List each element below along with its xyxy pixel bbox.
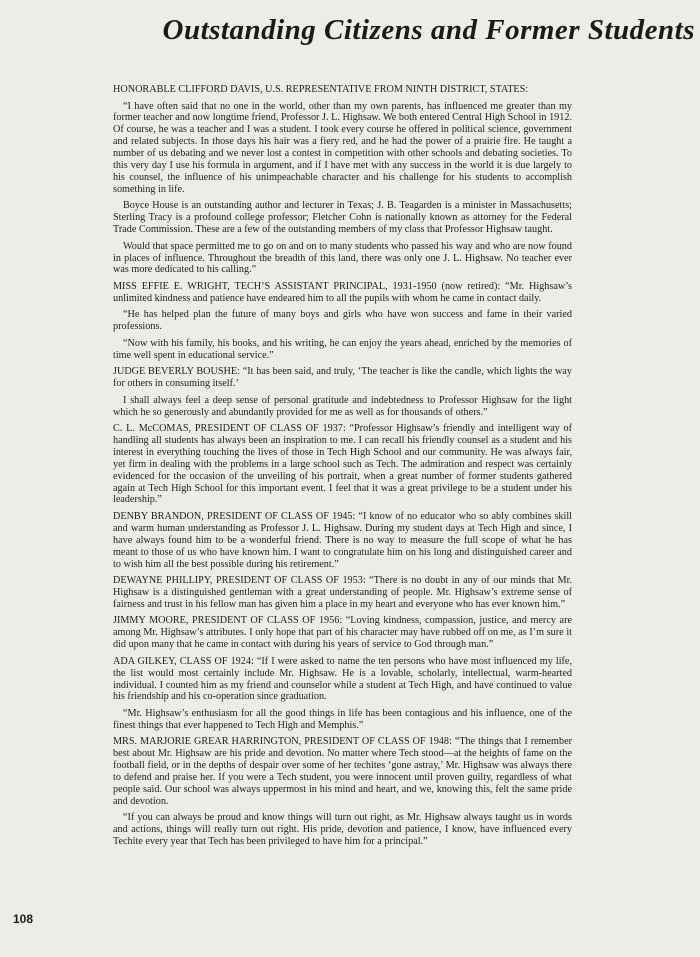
paragraph: “I have often said that no one in the world, other than my own parents, has influenced me greater than my former teacher and now longtime friend, Professor J. L. Highsaw. We both entered Central High School in 1912. Of course, he was a teacher and I was a student. I took every course he offered in political science, government and related subjects. In those days his hair was a fiery red, and he had the power of a prairie fire. He taught a number of us debating and we never lost a contest in competition with other schools and debating societies. To this very day I use his formula in argument, and if I have met with any success in the world it is due largely to his counsel, the influence of his unimpeachable character and his challenge for his students to accomplish something in life.	[113, 100, 572, 195]
article-body	[113, 84, 572, 853]
paragraph: “Mr. Highsaw’s enthusiasm for all the good things in life has been contagious and his influence, one of the finest things that ever happened to Tech High and Memphis.”	[113, 707, 572, 731]
paragraph: Boyce House is an outstanding author and lecturer in Texas; J. B. Teagarden is a minister in Massachusetts; Sterling Tracy is a profound college professor; Fletcher Cohn is nationally known as attorney for the Federal Trade Commission. These are a few of the outstanding members of my class that Professor Highsaw taught.	[113, 200, 572, 236]
paragraph: ADA GILKEY, CLASS OF 1924: “If I were asked to name the ten persons who have most influenced my life, the list would most certainly include Mr. Highsaw. He is a lovable, scholarly, intellectual, warm-hearted individual. I counted him as my friend and counselor while a student at Tech High, and have continued to value his friendship and his co-operation since graduation.	[113, 655, 572, 703]
paragraph: DEWAYNE PHILLIPY, PRESIDENT OF CLASS OF 1953: “There is no doubt in any of our minds that Mr. Highsaw is a distinguished gentleman with a great understanding of people. Mr. Highsaw’s extreme sense of fairness and trust in his fellow man has given him a place in my heart and everyone who has ever known him.”	[113, 575, 572, 610]
page-title: Outstanding Citizens and Former Students	[162, 14, 695, 46]
paragraph: JUDGE BEVERLY BOUSHE: “It has been said, and truly, ‘The teacher is like the candle, which lights the way for others in consuming itself.’	[113, 366, 572, 390]
paragraph: “Now with his family, his books, and his writing, he can enjoy the years ahead, enriched by the memories of time well spent in educational service.”	[113, 337, 572, 361]
paragraph: “If you can always be proud and know things will turn out right, as Mr. Highsaw always taught us in words and actions, things will really turn out right. His pride, devotion and patience, I know, have influenced every Techite every year that Tech has been privileged to have him for a principal.”	[113, 812, 572, 848]
paragraph: “He has helped plan the future of many boys and girls who have won success and fame in their varied professions.	[113, 309, 572, 333]
paragraph: Would that space permitted me to go on and on to many students who passed his way and who are now found in places of influence. Throughout the breadth of this land, there was only one J. L. Highsaw. No teacher ever was more dedicated to his calling.”	[113, 240, 572, 276]
paragraph: I shall always feel a deep sense of personal gratitude and indebtedness to Professor Highsaw for the light which he so generously and abundantly provided for me as well as for thousands of others.”	[113, 394, 572, 418]
paragraph: C. L. McCOMAS, PRESIDENT OF CLASS OF 1937: “Professor Highsaw’s friendly and intelligent way of handling all students has always been an inspiration to me. I can recall his friendly counsel as a student and his interest in everything touching the lives of those in Tech High School and our community. He was always fair, yet firm in dealing with the problems in a large school such as Tech. The admiration and respect was certainly evidenced for the occasion of the unveiling of his portrait, when a great number of former students gathered again at Tech High School for this important event. I feel that it was a great privilege to be a student under his leadership.”	[113, 423, 572, 506]
paragraph: DENBY BRANDON, PRESIDENT OF CLASS OF 1945: “I know of no educator who so ably combines skill and warm human understanding as Professor J. L. Highsaw. During my student days at Tech High and since, I have always found him to be a wonderful friend. There is no way to measure the full scope of what he has meant to those of us who have known him. I want to congratulate him on his long and distinguished career and to wish him all the best possible during his retirement.”	[113, 510, 572, 570]
paragraph: HONORABLE CLIFFORD DAVIS, U.S. REPRESENTATIVE FROM NINTH DISTRICT, STATES:	[113, 84, 529, 95]
page-number: 108	[13, 912, 34, 926]
paragraph: MISS EFFIE E. WRIGHT, TECH’S ASSISTANT PRINCIPAL, 1931-1950 (now retired): “Mr. Highsaw’s unlimited kindness and patience have endeared him to all the pupils with whom he came in contact daily.	[113, 280, 572, 304]
paragraph: MRS. MARJORIE GREAR HARRINGTON, PRESIDENT OF CLASS OF 1948: “The things that I remember best about Mr. Highsaw are his pride and devotion. No matter where Tech stood—at the heights of fame on the football field, or in the depths of despair over some of her techites ‘gone astray,’ Mr. Highsaw was always there to defend and praise her. If you were a Tech student, you were innocent until proven guilty, regardless of what people said. Our school was always uppermost in his mind and heart, and we, knowing this, felt the same pride and devotion.	[113, 736, 572, 807]
paragraph: JIMMY MOORE, PRESIDENT OF CLASS OF 1956: “Loving kindness, compassion, justice, and mercy are among Mr. Highsaw’s attributes. I only hope that part of his character may have rubbed off on me, as I’m sure it did upon many that he came in contact with during his years of service to God through man.”	[113, 615, 572, 651]
